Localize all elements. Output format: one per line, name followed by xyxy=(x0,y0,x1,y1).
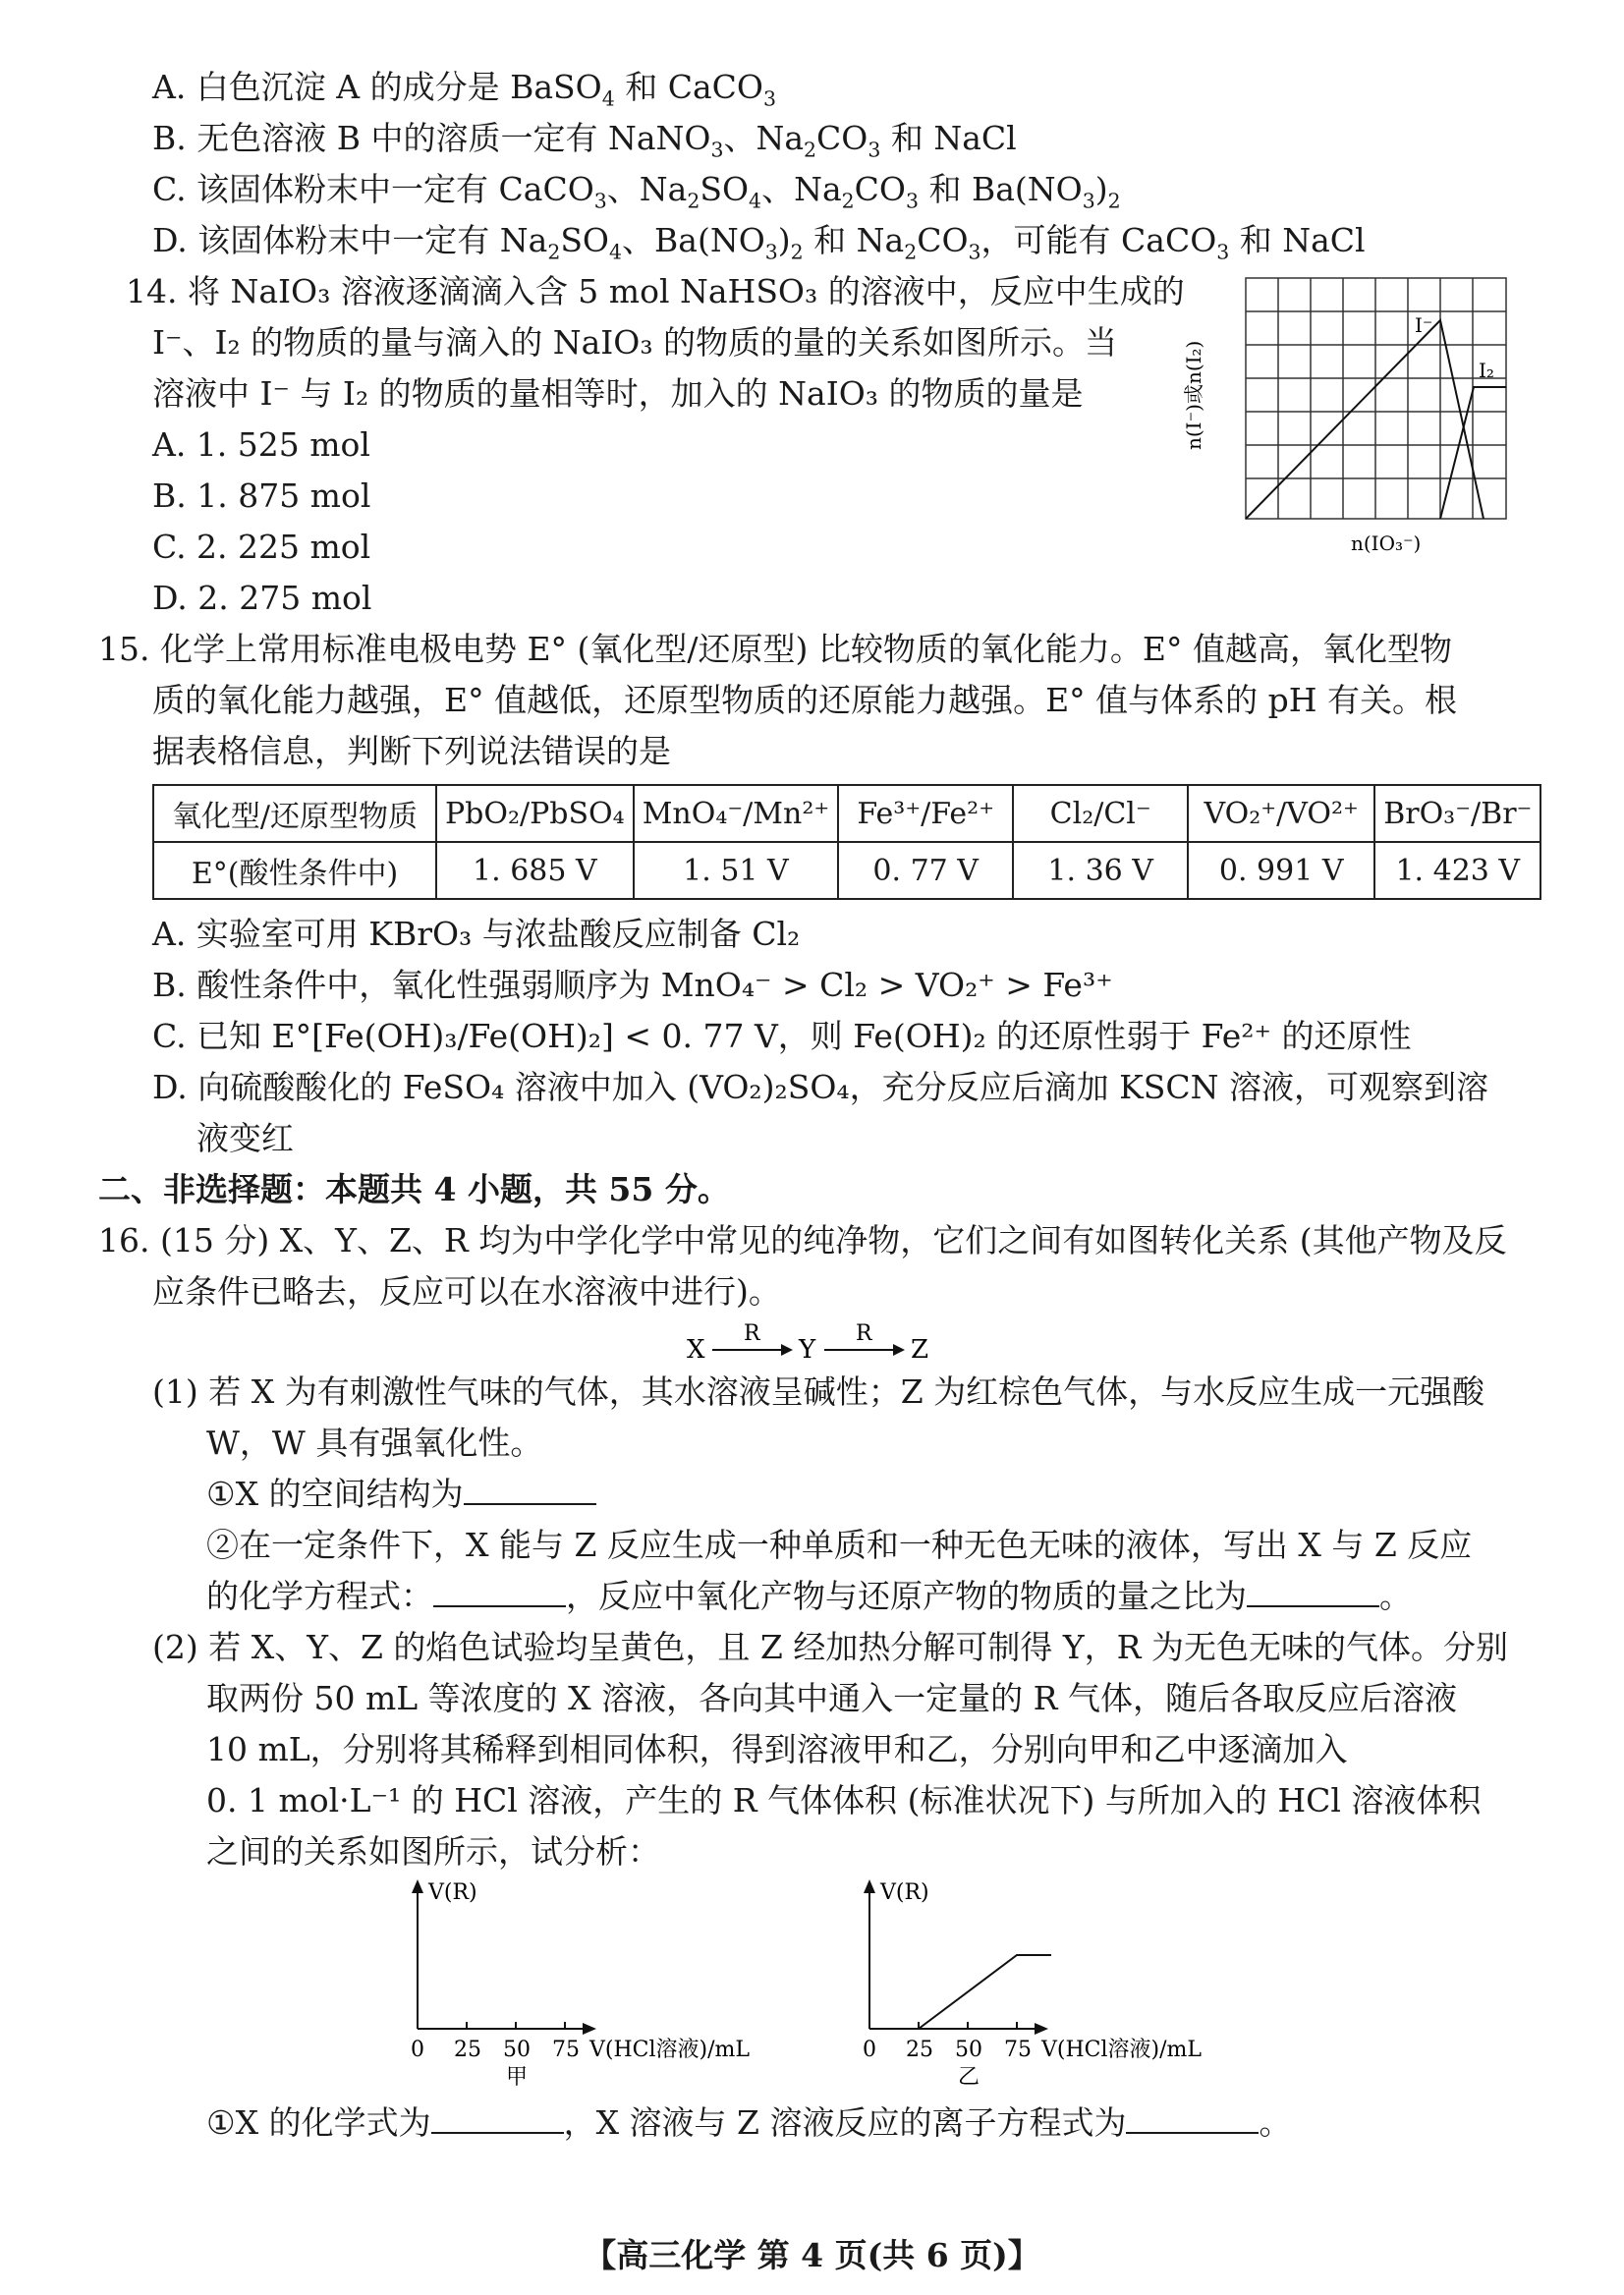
q16-part2-line1: (2) 若 X、Y、Z 的焰色试验均呈黄色，且 Z 经加热分解可制得 Y，R 为无色无味的气体。分别 xyxy=(152,1628,1508,1666)
table-row xyxy=(153,842,1540,899)
q16-part2-line2: 取两份 50 mL 等浓度的 X 溶液，各向其中通入一定量的 R 气体，随后各取反应后溶液 xyxy=(206,1679,1457,1717)
graph-a-tick: 75 xyxy=(552,2038,580,2062)
graph-b-y-label: V(R) xyxy=(880,1880,929,1905)
graph-b-curve xyxy=(919,1955,1051,2029)
q14-y-axis-label: n(I⁻)或n(I₂) xyxy=(1182,340,1205,450)
q16-part2-line4: 0. 1 mol·L⁻¹ 的 HCl 溶液，产生的 R 气体体积 (标准状况下) 与所加入的 HCl 溶液体积 xyxy=(206,1781,1482,1819)
q14-option-b: B. 1. 875 mol xyxy=(152,476,371,515)
q16-stem-line1: 16. (15 分) X、Y、Z、R 均为中学化学中常见的纯净物，它们之间有如图转化关系 (其他产物及反 xyxy=(98,1221,1507,1259)
answer-blank[interactable] xyxy=(1247,1576,1379,1607)
graph-b-tick: 0 xyxy=(863,2038,876,2062)
graph-b-tick: 50 xyxy=(955,2038,982,2062)
q15-option-d-cont: 液变红 xyxy=(196,1119,294,1157)
table-cell: BrO₃⁻/Br⁻ xyxy=(1374,785,1540,842)
q14-option-a: A. 1. 525 mol xyxy=(152,425,370,464)
page-footer: 【高三化学 第 4 页(共 6 页)】 xyxy=(584,2236,1040,2274)
answer-blank[interactable] xyxy=(433,1576,566,1607)
answer-blank[interactable] xyxy=(431,2102,564,2134)
arrow-icon xyxy=(893,1344,905,1356)
q14-label-iodine: I₂ xyxy=(1479,359,1494,382)
table-cell: Fe³⁺/Fe²⁺ xyxy=(838,785,1013,842)
table-cell: 0. 991 V xyxy=(1188,842,1374,899)
table-cell: PbO₂/PbSO₄ xyxy=(436,785,634,842)
table-cell: 1. 685 V xyxy=(436,842,634,899)
table-header-row xyxy=(153,785,1540,842)
q13-option-b: B. 无色溶液 B 中的溶质一定有 NaNO$_3$、$Na_2CO_3$ 和 NaCl xyxy=(152,119,1017,162)
answer-blank[interactable] xyxy=(1126,2102,1259,2134)
q16-graph-b xyxy=(845,1872,1238,2088)
table-cell: 1. 36 V xyxy=(1013,842,1188,899)
q16-stem-line2: 应条件已略去，反应可以在水溶液中进行)。 xyxy=(152,1272,781,1311)
q14-graph-grid xyxy=(1246,278,1506,519)
q16-part1-q2-line2: 的化学方程式： ，反应中氧化产物与还原产物的物质的量之比为 。 xyxy=(206,1577,1412,1615)
scheme-r1: R xyxy=(744,1322,760,1346)
q15-potential-table xyxy=(152,784,1541,900)
graph-a-tick: 25 xyxy=(454,2038,481,2062)
q14-x-axis-label: n(IO₃⁻) xyxy=(1351,532,1422,555)
q16-part1-q2-line1: ②在一定条件下，X 能与 Z 反应生成一种单质和一种无色无味的液体，写出 X 与 Z 反应 xyxy=(206,1526,1473,1564)
graph-a-tick: 0 xyxy=(411,2038,424,2062)
q15-stem-line3: 据表格信息，判断下列说法错误的是 xyxy=(152,732,671,770)
table-cell: Cl₂/Cl⁻ xyxy=(1013,785,1188,842)
scheme-r2: R xyxy=(856,1322,872,1346)
graph-b-x-label: V(HCl溶液)/mL xyxy=(1041,2038,1202,2062)
table-cell: 1. 51 V xyxy=(634,842,839,899)
scheme-x: X xyxy=(687,1335,705,1365)
graph-a-y-label: V(R) xyxy=(428,1880,477,1905)
scheme-z: Z xyxy=(911,1335,929,1365)
q13-option-a: A. 白色沉淀 A 的成分是 BaSO$_4$ 和 CaCO$_3$ xyxy=(152,68,776,111)
q14-option-d: D. 2. 275 mol xyxy=(152,579,372,617)
q16-part2-line3: 10 mL，分别将其稀释到相同体积，得到溶液甲和乙，分别向甲和乙中逐滴加入 xyxy=(206,1730,1348,1768)
q16-reaction-scheme xyxy=(683,1322,948,1366)
q13-option-d: D. 该固体粉末中一定有 $Na_2SO_4$、$Ba(NO_3)_2$ 和 $Na_2CO_3$，可能有 CaCO$_3$ 和 NaCl xyxy=(152,221,1366,264)
q14-graph xyxy=(1179,273,1523,558)
q15-option-b: B. 酸性条件中，氧化性强弱顺序为 MnO₄⁻ > Cl₂ > VO₂⁺ > Fe³⁺ xyxy=(152,966,1113,1004)
q14-option-c: C. 2. 225 mol xyxy=(152,528,371,566)
graph-b-tick: 25 xyxy=(906,2038,933,2062)
q15-option-a: A. 实验室可用 KBrO₃ 与浓盐酸反应制备 Cl₂ xyxy=(152,915,801,953)
q16-graph-a xyxy=(393,1872,786,2088)
q16-part1-line2: W，W 具有强氧化性。 xyxy=(206,1424,543,1462)
q16-part1-line1: (1) 若 X 为有刺激性气味的气体，其水溶液呈碱性；Z 为红棕色气体，与水反应生成一元强酸 xyxy=(152,1372,1485,1411)
q16-part2-line5: 之间的关系如图所示，试分析： xyxy=(206,1832,660,1871)
graph-a-tick: 50 xyxy=(503,2038,531,2062)
q14-stem-line1: 14. 将 NaIO₃ 溶液逐滴滴入含 5 mol NaHSO₃ 的溶液中，反应中生成的 xyxy=(126,272,1185,310)
q16-part2-q1: ①X 的化学式为 ，X 溶液与 Z 溶液反应的离子方程式为 。 xyxy=(206,2103,1292,2142)
q14-stem-line3: 溶液中 I⁻ 与 I₂ 的物质的量相等时，加入的 NaIO₃ 的物质的量是 xyxy=(152,374,1084,413)
graph-a-x-label: V(HCl溶液)/mL xyxy=(589,2038,750,2062)
table-cell: 氧化型/还原型物质 xyxy=(153,785,436,842)
q14-stem-line2: I⁻、I₂ 的物质的量与滴入的 NaIO₃ 的物质的量的关系如图所示。当 xyxy=(152,323,1118,362)
arrow-icon xyxy=(781,1344,793,1356)
scheme-y: Y xyxy=(799,1335,816,1365)
table-cell: E°(酸性条件中) xyxy=(153,842,436,899)
table-cell: MnO₄⁻/Mn²⁺ xyxy=(634,785,839,842)
q15-option-d: D. 向硫酸酸化的 FeSO₄ 溶液中加入 (VO₂)₂SO₄，充分反应后滴加 KSCN 溶液，可观察到溶 xyxy=(152,1068,1489,1106)
q14-label-iodide: I⁻ xyxy=(1415,313,1433,337)
q16-part1-q1: ①X 的空间结构为 xyxy=(206,1474,596,1515)
q15-stem-line1: 15. 化学上常用标准电极电势 E° (氧化型/还原型) 比较物质的氧化能力。E° 值越高，氧化型物 xyxy=(98,630,1452,668)
q15-option-c: C. 已知 E°[Fe(OH)₃/Fe(OH)₂] < 0. 77 V，则 Fe(OH)₂ 的还原性弱于 Fe²⁺ 的还原性 xyxy=(152,1017,1412,1055)
graph-a-caption: 甲 xyxy=(506,2065,529,2088)
table-cell: 1. 423 V xyxy=(1374,842,1540,899)
q15-stem-line2: 质的氧化能力越强，E° 值越低，还原型物质的还原能力越强。E° 值与体系的 pH 有关。根 xyxy=(152,681,1458,719)
answer-blank[interactable] xyxy=(464,1474,596,1505)
section-heading: 二、非选择题：本题共 4 小题，共 55 分。 xyxy=(98,1170,730,1208)
q13-option-c: C. 该固体粉末中一定有 CaCO$_3$、$Na_2SO_4$、$Na_2CO_3$ 和 $Ba(NO_3)_2$ xyxy=(152,170,1121,213)
table-cell: VO₂⁺/VO²⁺ xyxy=(1188,785,1374,842)
graph-b-tick: 75 xyxy=(1004,2038,1032,2062)
graph-b-caption: 乙 xyxy=(958,2065,980,2088)
table-cell: 0. 77 V xyxy=(838,842,1013,899)
